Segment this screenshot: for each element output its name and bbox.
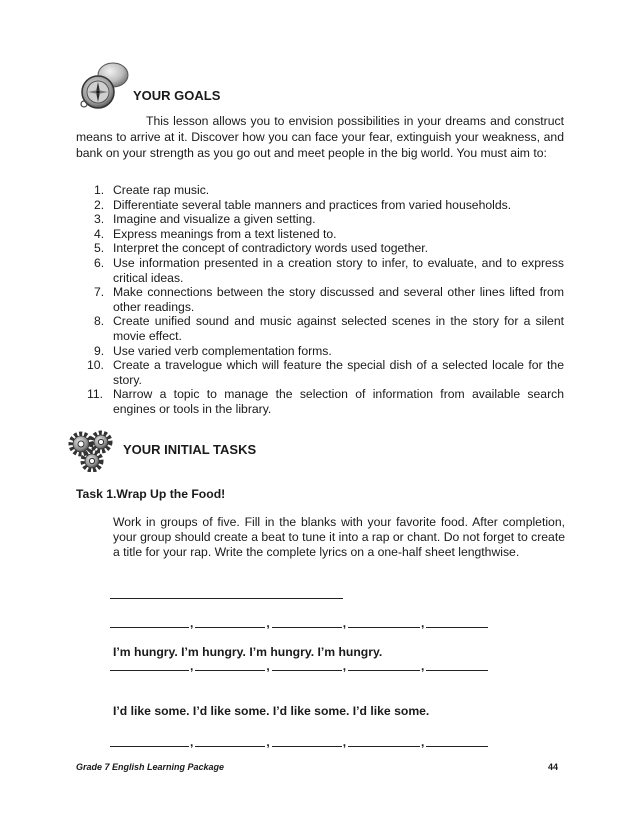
goal-item: [76, 314, 564, 343]
food-blank-row-1: [110, 614, 488, 628]
your-goals-heading: YOUR GOALS: [133, 88, 221, 103]
food-blank[interactable]: [272, 746, 342, 747]
goal-number: 2.: [94, 197, 105, 212]
goal-text: Imagine and visualize a given setting.: [113, 212, 316, 227]
food-blank-row-3: [110, 733, 488, 747]
comma: ,: [190, 616, 194, 630]
goal-number: 1.: [94, 183, 105, 197]
goal-item: [76, 285, 564, 314]
rap-line-hungry: I’m hungry. I’m hungry. I’m hungry. I’m hungry.: [113, 645, 383, 659]
goal-number: 3.: [94, 212, 105, 227]
goal-number: 4.: [94, 226, 105, 241]
goals-intro-paragraph: [76, 113, 564, 161]
goal-text: Use information presented in a creation story to infer, to evaluate, and to express critical ideas.: [113, 255, 564, 285]
comma: ,: [266, 616, 270, 630]
goal-item: [76, 227, 564, 242]
comma: ,: [421, 616, 425, 630]
goal-text: Create a travelogue which will feature the special dish of a selected locale for the story.: [113, 358, 564, 387]
goal-text: Make connections between the story discussed and several other lines lifted from other readings.: [113, 285, 564, 314]
food-blank-row-2: [110, 657, 488, 671]
goal-item: [76, 358, 564, 387]
goal-text: Express meanings from a text listened to.: [113, 226, 337, 241]
food-blank[interactable]: [426, 746, 488, 747]
food-blank[interactable]: [272, 627, 342, 628]
goals-intro-text: This lesson allows you to envision possibilities in your dreams and construct means to arrive at it. Discover how you can face your fear, extinguish your weakness, and bank on your strength as you go out and meet people in the big world. You must aim to:: [76, 114, 564, 160]
comma: ,: [421, 735, 425, 749]
page-number: 44: [548, 762, 559, 772]
goal-item: [76, 256, 564, 285]
goal-item: [76, 387, 564, 416]
food-blank[interactable]: [272, 670, 342, 671]
goal-number: 7.: [94, 285, 105, 300]
comma: ,: [190, 659, 194, 673]
goal-item: [76, 198, 564, 213]
comma: ,: [342, 659, 347, 673]
goal-text: Use varied verb complementation forms.: [113, 343, 332, 358]
goal-number: 8.: [94, 314, 105, 329]
goal-text: Create rap music.: [113, 183, 210, 197]
food-blank[interactable]: [195, 670, 265, 671]
goal-number: 5.: [94, 241, 105, 256]
comma: ,: [342, 616, 347, 630]
goal-item: [76, 212, 564, 227]
goal-number: 10.: [87, 358, 104, 373]
goal-text: Interpret the concept of contradictory words used together.: [113, 241, 429, 256]
goal-number: 6.: [94, 255, 105, 270]
food-blank[interactable]: [348, 670, 420, 671]
food-blank[interactable]: [195, 627, 265, 628]
goal-text: Create unified sound and music against selected scenes in the story for a silent movie effect.: [113, 314, 564, 343]
rap-line-like-some: I’d like some. I’d like some. I’d like some. I’d like some.: [113, 704, 430, 718]
comma: ,: [266, 659, 270, 673]
goal-text: Differentiate several table manners and practices from varied households.: [113, 197, 512, 212]
goal-item: [76, 183, 564, 198]
goal-number: 11.: [87, 387, 104, 402]
goal-number: 9.: [94, 343, 105, 358]
food-blank[interactable]: [110, 670, 189, 671]
rap-title-blank[interactable]: [110, 598, 343, 599]
goal-item: [76, 241, 564, 256]
comma: ,: [266, 735, 270, 749]
footer-package-title: Grade 7 English Learning Package: [76, 762, 225, 772]
food-blank[interactable]: [348, 746, 420, 747]
food-blank[interactable]: [195, 746, 265, 747]
gears-icon: [67, 428, 119, 472]
food-blank[interactable]: [426, 627, 488, 628]
goals-list: [76, 183, 564, 417]
food-blank[interactable]: [110, 746, 189, 747]
goal-item: [76, 344, 564, 359]
compass-icon: [75, 58, 131, 114]
task1-title: Task 1.Wrap Up the Food!: [76, 487, 226, 501]
comma: ,: [342, 735, 347, 749]
goal-text: Narrow a topic to manage the selection of information from available search engines or tools in the library.: [113, 387, 564, 416]
food-blank[interactable]: [110, 627, 189, 628]
comma: ,: [190, 735, 194, 749]
task1-instructions: Work in groups of five. Fill in the blanks with your favorite food. After completion, your group should create a beat to tune it into a rap or chant. Do not forget to create a title for your rap. Write the complete lyrics on a one-half sheet lengthwise.: [113, 515, 565, 559]
food-blank[interactable]: [426, 670, 488, 671]
food-blank[interactable]: [348, 627, 420, 628]
your-initial-tasks-heading: YOUR INITIAL TASKS: [123, 442, 257, 457]
comma: ,: [421, 659, 425, 673]
